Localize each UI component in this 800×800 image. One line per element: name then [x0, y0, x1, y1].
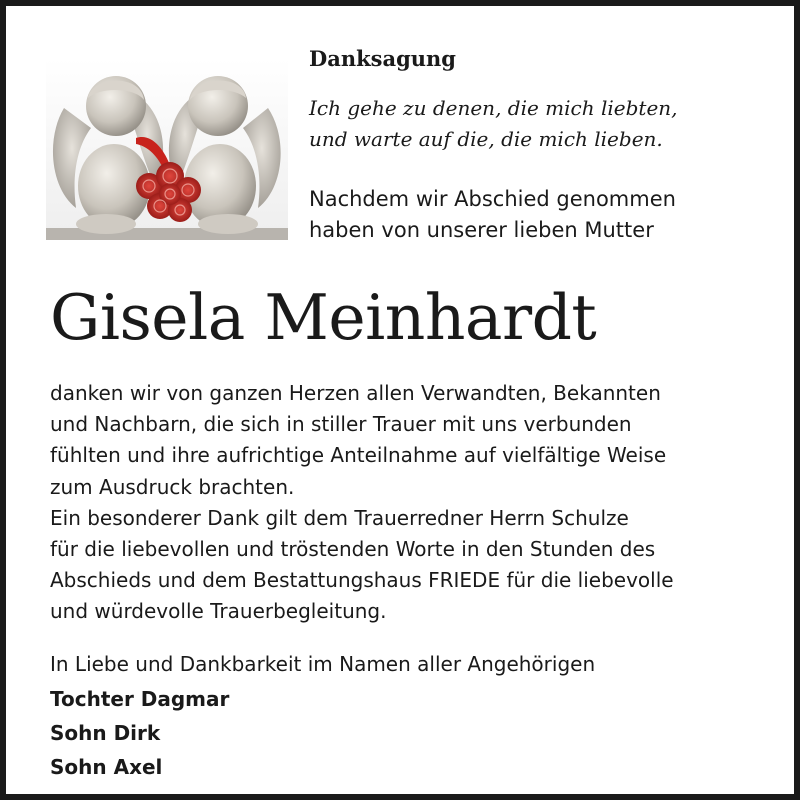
- signer-name: Sohn Axel: [50, 755, 163, 779]
- signers: [50, 682, 229, 784]
- heading: Danksagung: [309, 46, 456, 71]
- poem: [309, 93, 678, 155]
- closing-line: In Liebe und Dankbarkeit im Namen aller Angehörigen: [50, 652, 596, 676]
- body-line: und Nachbarn, die sich in stiller Trauer mit uns verbunden: [50, 412, 632, 437]
- angels-with-roses-image: [46, 58, 288, 240]
- deceased-name: Gisela Meinhardt: [50, 281, 597, 354]
- thanks-body: [50, 378, 674, 628]
- intro-line: haben von unserer lieben Mutter: [309, 218, 654, 242]
- signer-name: Sohn Dirk: [50, 721, 161, 745]
- poem-line: Ich gehe zu denen, die mich liebten,: [309, 96, 678, 120]
- body-line: und würdevolle Trauerbegleitung.: [50, 599, 387, 624]
- body-line: danken wir von ganzen Herzen allen Verwandten, Bekannten: [50, 381, 661, 405]
- body-line: zum Ausdruck brachten.: [50, 474, 295, 499]
- body-line: für die liebevollen und tröstenden Worte in den Stunden des: [50, 537, 656, 562]
- intro-line: Nachdem wir Abschied genommen: [309, 187, 676, 211]
- body-line: Abschieds und dem Bestattungshaus FRIEDE für die liebevolle: [50, 568, 674, 593]
- body-line: Ein besonderer Dank gilt dem Trauerredner Herrn Schulze: [50, 505, 629, 530]
- signer-name: Tochter Dagmar: [50, 687, 230, 711]
- poem-line: und warte auf die, die mich lieben.: [309, 127, 663, 151]
- intro-text: [309, 184, 676, 246]
- body-line: fühlten und ihre aufrichtige Anteilnahme auf vielfältige Weise: [50, 443, 667, 468]
